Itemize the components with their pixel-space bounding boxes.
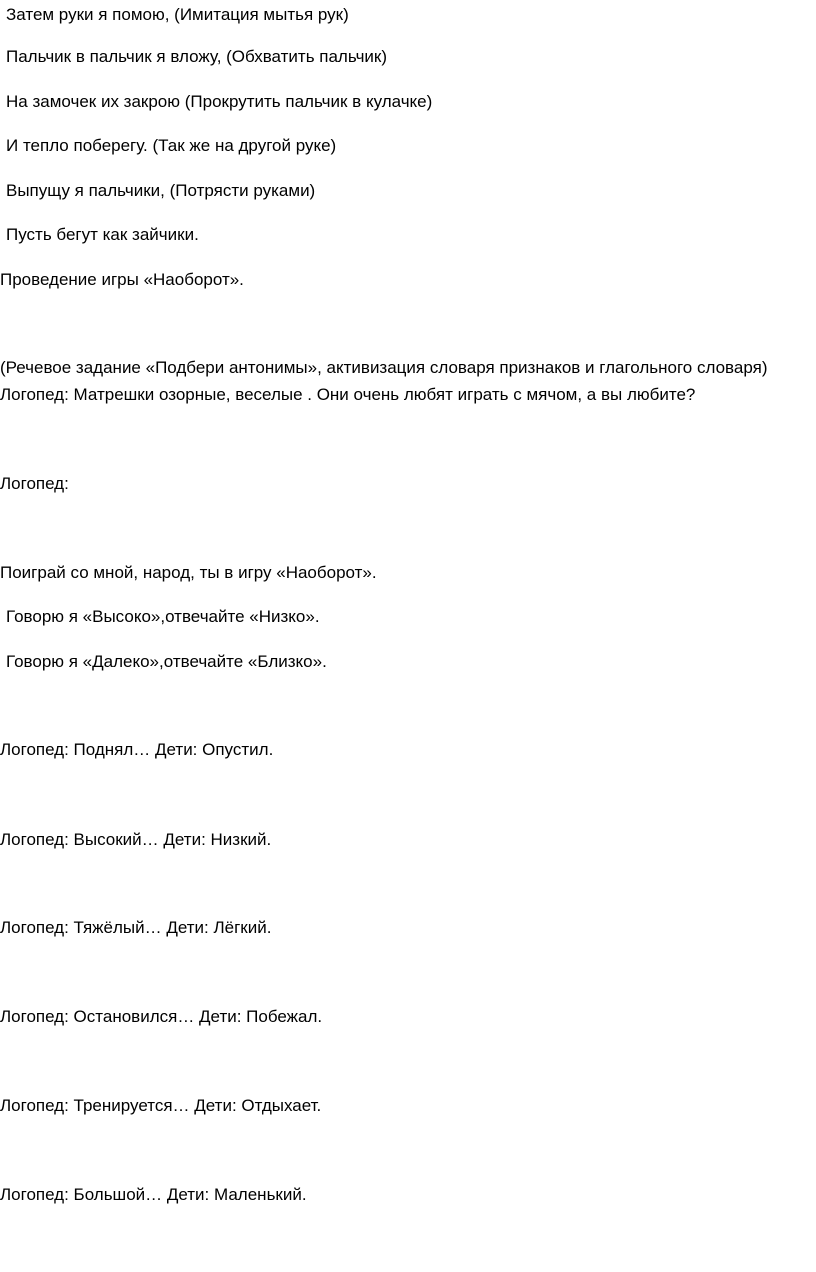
- text-line: Пальчик в пальчик я вложу, (Обхватить пальчик): [6, 47, 388, 66]
- text-line: Логопед: Остановился… Дети: Побежал.: [0, 1007, 323, 1026]
- text-line: На замочек их закрою (Прокрутить пальчик в кулачке): [6, 92, 433, 111]
- text-line: Говорю я «Далеко»,отвечайте «Близко».: [6, 652, 327, 671]
- text-line: Пусть бегут как зайчики.: [6, 225, 199, 244]
- text-line: Логопед: Матрешки озорные, веселые . Они очень любят играть с мячом, а вы любите?: [0, 385, 696, 404]
- text-line: Выпущу я пальчики, (Потрясти руками): [6, 181, 316, 200]
- text-line: Логопед: Поднял… Дети: Опустил.: [0, 740, 274, 759]
- text-line: Поиграй со мной, народ, ты в игру «Наоборот».: [0, 563, 377, 582]
- text-line: Логопед:: [0, 474, 69, 493]
- text-line: (Речевое задание «Подбери антонимы», активизация словаря признаков и глагольного словаря): [0, 358, 768, 377]
- section-heading: Проведение игры «Наоборот».: [0, 270, 244, 289]
- text-line: Говорю я «Высоко»,отвечайте «Низко».: [6, 607, 320, 626]
- text-line: Логопед: Большой… Дети: Маленький.: [0, 1185, 307, 1204]
- text-line: И тепло поберегу. (Так же на другой руке): [6, 136, 337, 155]
- text-line: Логопед: Тренируется… Дети: Отдыхает.: [0, 1096, 322, 1115]
- text-line: Логопед: Высокий… Дети: Низкий.: [0, 830, 272, 849]
- text-line: Затем руки я помою, (Имитация мытья рук): [6, 5, 349, 24]
- text-line: Логопед: Тяжёлый… Дети: Лёгкий.: [0, 918, 272, 937]
